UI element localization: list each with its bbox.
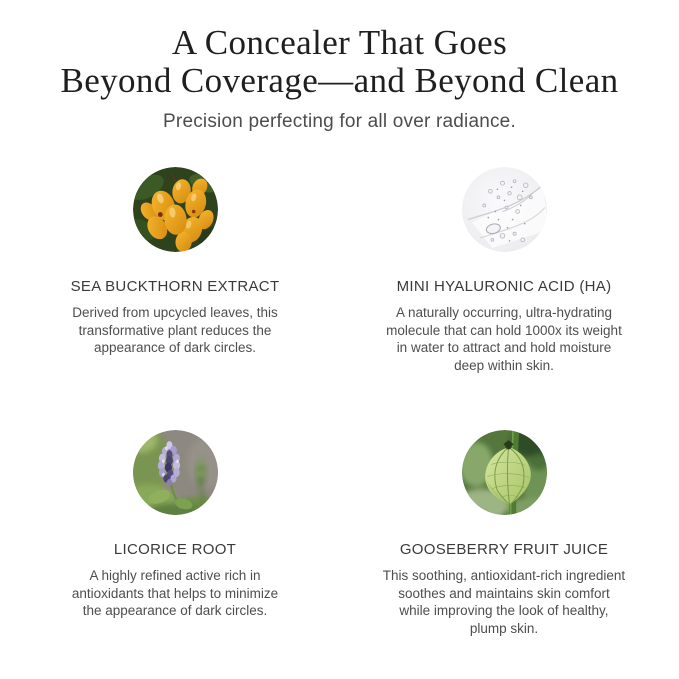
gooseberry-fruit-photo: [462, 430, 547, 515]
ingredient-description: [386, 304, 622, 374]
ingredient-description: [72, 304, 278, 357]
description-line: antioxidants that helps to minimize: [71, 585, 279, 601]
licorice-root-flower-photo: [133, 430, 218, 515]
description-line: deep within skin.: [454, 357, 554, 373]
ingredient-name: GOOSEBERRY FRUIT JUICE: [399, 541, 609, 558]
description-line: while improving the look of healthy,: [399, 603, 609, 618]
description-line: molecule that can hold 1000x its weight: [386, 322, 622, 338]
description-line: appearance of dark circles.: [93, 340, 257, 355]
description-line: A highly refined active rich in: [89, 568, 261, 583]
ingredient-description: [383, 567, 625, 637]
page-title: [0, 24, 679, 100]
header: [0, 0, 679, 133]
ingredient-name: MINI HYALURONIC ACID (HA): [396, 278, 612, 295]
description-line: A naturally occurring, ultra-hydrating: [395, 305, 613, 320]
ingredient-grid: [22, 167, 658, 637]
description-line: plump skin.: [469, 620, 539, 636]
ingredient-name: SEA BUCKTHORN EXTRACT: [70, 278, 280, 295]
description-line: soothes and maintains skin comfort: [398, 585, 610, 601]
page-subtitle: Precision perfecting for all over radiance.: [163, 111, 516, 132]
ingredient-card-licorice-root: [22, 430, 329, 637]
description-line: the appearance of dark circles.: [82, 603, 268, 618]
hyaluronic-acid-gel-texture-photo: [462, 167, 547, 252]
ingredient-description: [72, 567, 278, 620]
description-line: This soothing, antioxidant-rich ingredient: [382, 568, 626, 583]
ingredient-card-sea-buckthorn: [22, 167, 329, 374]
ingredient-card-gooseberry: [351, 430, 658, 637]
page-title-line1: A Concealer That Goes: [171, 23, 508, 62]
page-title-line2: Beyond Coverage—and Beyond Clean: [60, 61, 619, 100]
ingredient-name: LICORICE ROOT: [113, 541, 237, 558]
sea-buckthorn-berries-photo: [133, 167, 218, 252]
description-line: Derived from upcycled leaves, this: [72, 305, 278, 320]
description-line: transformative plant reduces the: [78, 322, 272, 338]
ingredient-card-hyaluronic-acid: [351, 167, 658, 374]
description-line: in water to attract and hold moisture: [396, 340, 612, 355]
